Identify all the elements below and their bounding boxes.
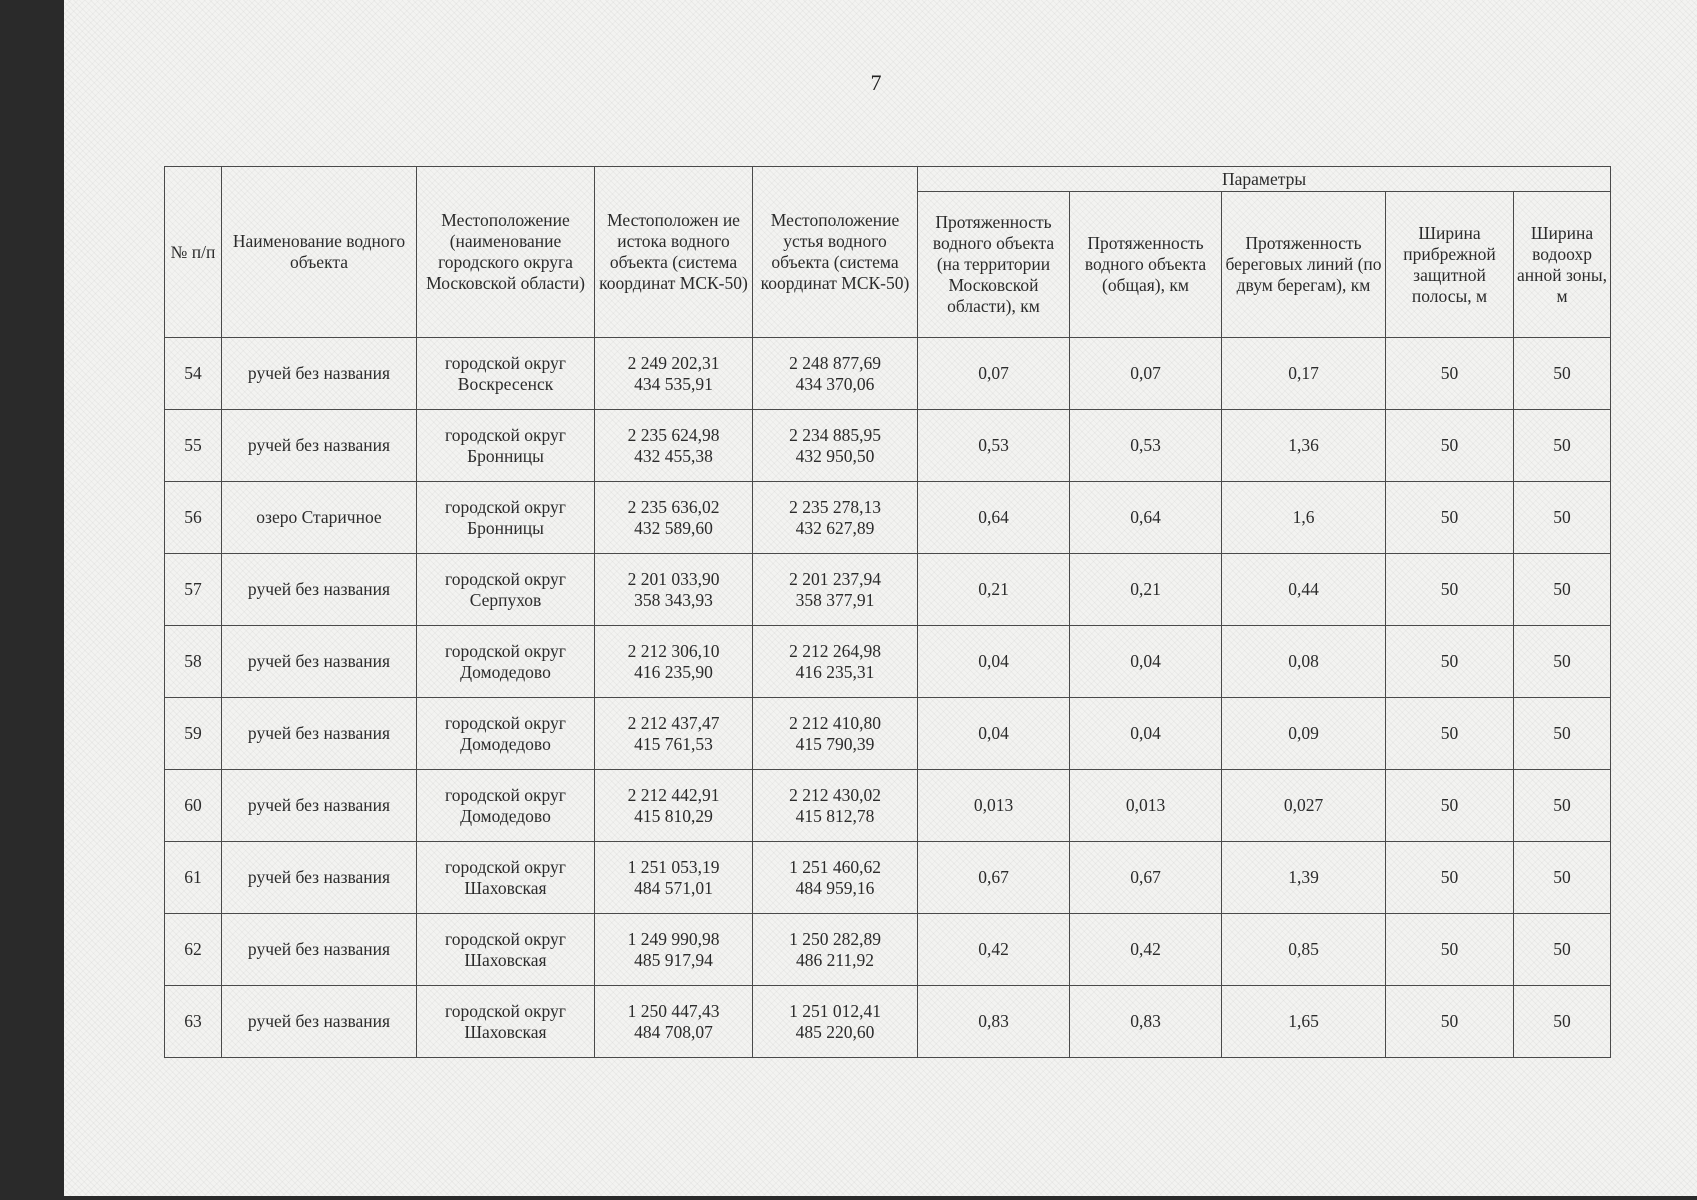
header-len-region: Протяженность водного объекта (на территории Московской области), км xyxy=(918,192,1070,338)
row-shore: 1,65 xyxy=(1222,986,1386,1058)
document-page xyxy=(64,0,1697,1196)
row-name: ручей без названия xyxy=(222,698,417,770)
row-mouth: 1 250 282,89 486 211,92 xyxy=(753,914,918,986)
row-source: 2 235 624,98 432 455,38 xyxy=(595,410,753,482)
row-len-total: 0,04 xyxy=(1070,626,1222,698)
row-len-total: 0,42 xyxy=(1070,914,1222,986)
header-shore: Протяженность береговых линий (по двум берегам), км xyxy=(1222,192,1386,338)
row-location: городской округ Бронницы xyxy=(417,482,595,554)
row-shore: 1,6 xyxy=(1222,482,1386,554)
row-len-region: 0,42 xyxy=(918,914,1070,986)
row-num: 54 xyxy=(165,338,222,410)
row-name: ручей без названия xyxy=(222,986,417,1058)
row-len-region: 0,21 xyxy=(918,554,1070,626)
row-protect: 50 xyxy=(1514,914,1611,986)
row-coastal: 50 xyxy=(1386,410,1514,482)
table-row xyxy=(165,626,1611,698)
row-mouth: 2 212 430,02 415 812,78 xyxy=(753,770,918,842)
row-coastal: 50 xyxy=(1386,338,1514,410)
table-row xyxy=(165,698,1611,770)
row-protect: 50 xyxy=(1514,986,1611,1058)
row-protect: 50 xyxy=(1514,842,1611,914)
row-len-region: 0,64 xyxy=(918,482,1070,554)
row-source: 2 235 636,02 432 589,60 xyxy=(595,482,753,554)
row-name: ручей без названия xyxy=(222,626,417,698)
row-len-region: 0,53 xyxy=(918,410,1070,482)
water-objects-table xyxy=(164,166,1611,1058)
row-location: городской округ Домодедово xyxy=(417,770,595,842)
row-mouth: 2 248 877,69 434 370,06 xyxy=(753,338,918,410)
row-source: 2 212 442,91 415 810,29 xyxy=(595,770,753,842)
header-source: Местоположен ие истока водного объекта (система координат МСК-50) xyxy=(595,167,753,338)
row-shore: 0,44 xyxy=(1222,554,1386,626)
row-num: 58 xyxy=(165,626,222,698)
header-len-total: Протяженность водного объекта (общая), км xyxy=(1070,192,1222,338)
row-num: 55 xyxy=(165,410,222,482)
row-protect: 50 xyxy=(1514,626,1611,698)
row-name: озеро Старичное xyxy=(222,482,417,554)
row-coastal: 50 xyxy=(1386,986,1514,1058)
row-num: 62 xyxy=(165,914,222,986)
row-shore: 0,17 xyxy=(1222,338,1386,410)
header-params: Параметры xyxy=(918,167,1611,192)
header-location: Местоположение (наименование городского округа Московской области) xyxy=(417,167,595,338)
row-coastal: 50 xyxy=(1386,698,1514,770)
row-location: городской округ Домодедово xyxy=(417,698,595,770)
row-len-total: 0,013 xyxy=(1070,770,1222,842)
row-name: ручей без названия xyxy=(222,410,417,482)
row-coastal: 50 xyxy=(1386,626,1514,698)
header-coastal: Ширина прибрежной защитной полосы, м xyxy=(1386,192,1514,338)
row-mouth: 2 201 237,94 358 377,91 xyxy=(753,554,918,626)
header-name: Наименование водного объекта xyxy=(222,167,417,338)
row-len-region: 0,04 xyxy=(918,626,1070,698)
row-num: 57 xyxy=(165,554,222,626)
row-source: 1 249 990,98 485 917,94 xyxy=(595,914,753,986)
row-mouth: 1 251 460,62 484 959,16 xyxy=(753,842,918,914)
table-row xyxy=(165,770,1611,842)
row-len-region: 0,07 xyxy=(918,338,1070,410)
row-mouth: 1 251 012,41 485 220,60 xyxy=(753,986,918,1058)
header-protect: Ширина водоохр анной зоны, м xyxy=(1514,192,1611,338)
row-source: 2 249 202,31 434 535,91 xyxy=(595,338,753,410)
table-row xyxy=(165,410,1611,482)
row-location: городской округ Серпухов xyxy=(417,554,595,626)
row-mouth: 2 234 885,95 432 950,50 xyxy=(753,410,918,482)
row-len-region: 0,83 xyxy=(918,986,1070,1058)
row-mouth: 2 212 410,80 415 790,39 xyxy=(753,698,918,770)
row-num: 63 xyxy=(165,986,222,1058)
row-coastal: 50 xyxy=(1386,554,1514,626)
row-shore: 1,36 xyxy=(1222,410,1386,482)
row-len-total: 0,83 xyxy=(1070,986,1222,1058)
header-num: № п/п xyxy=(165,167,222,338)
row-source: 2 212 437,47 415 761,53 xyxy=(595,698,753,770)
row-len-total: 0,21 xyxy=(1070,554,1222,626)
row-coastal: 50 xyxy=(1386,914,1514,986)
row-coastal: 50 xyxy=(1386,842,1514,914)
row-location: городской округ Шаховская xyxy=(417,842,595,914)
row-shore: 0,08 xyxy=(1222,626,1386,698)
row-shore: 0,027 xyxy=(1222,770,1386,842)
row-location: городской округ Шаховская xyxy=(417,914,595,986)
table-row xyxy=(165,482,1611,554)
row-num: 60 xyxy=(165,770,222,842)
row-protect: 50 xyxy=(1514,482,1611,554)
row-mouth: 2 212 264,98 416 235,31 xyxy=(753,626,918,698)
row-source: 2 212 306,10 416 235,90 xyxy=(595,626,753,698)
row-name: ручей без названия xyxy=(222,554,417,626)
row-protect: 50 xyxy=(1514,338,1611,410)
row-num: 61 xyxy=(165,842,222,914)
table-row xyxy=(165,338,1611,410)
row-name: ручей без названия xyxy=(222,770,417,842)
row-len-total: 0,04 xyxy=(1070,698,1222,770)
row-name: ручей без названия xyxy=(222,842,417,914)
row-len-region: 0,67 xyxy=(918,842,1070,914)
row-protect: 50 xyxy=(1514,698,1611,770)
row-coastal: 50 xyxy=(1386,770,1514,842)
row-len-total: 0,64 xyxy=(1070,482,1222,554)
row-num: 59 xyxy=(165,698,222,770)
page-number: 7 xyxy=(870,70,882,95)
header-mouth: Местоположение устья водного объекта (система координат МСК-50) xyxy=(753,167,918,338)
row-shore: 0,09 xyxy=(1222,698,1386,770)
row-coastal: 50 xyxy=(1386,482,1514,554)
row-location: городской округ Шаховская xyxy=(417,986,595,1058)
row-len-region: 0,013 xyxy=(918,770,1070,842)
row-name: ручей без названия xyxy=(222,914,417,986)
row-len-total: 0,53 xyxy=(1070,410,1222,482)
row-len-total: 0,67 xyxy=(1070,842,1222,914)
row-protect: 50 xyxy=(1514,410,1611,482)
table-row xyxy=(165,554,1611,626)
row-source: 2 201 033,90 358 343,93 xyxy=(595,554,753,626)
row-source: 1 251 053,19 484 571,01 xyxy=(595,842,753,914)
row-shore: 1,39 xyxy=(1222,842,1386,914)
row-name: ручей без названия xyxy=(222,338,417,410)
row-source: 1 250 447,43 484 708,07 xyxy=(595,986,753,1058)
row-len-total: 0,07 xyxy=(1070,338,1222,410)
row-location: городской округ Домодедово xyxy=(417,626,595,698)
row-num: 56 xyxy=(165,482,222,554)
table-row xyxy=(165,842,1611,914)
row-mouth: 2 235 278,13 432 627,89 xyxy=(753,482,918,554)
row-protect: 50 xyxy=(1514,554,1611,626)
table-row xyxy=(165,914,1611,986)
row-location: городской округ Воскресенск xyxy=(417,338,595,410)
row-location: городской округ Бронницы xyxy=(417,410,595,482)
row-len-region: 0,04 xyxy=(918,698,1070,770)
row-protect: 50 xyxy=(1514,770,1611,842)
table-row xyxy=(165,986,1611,1058)
row-shore: 0,85 xyxy=(1222,914,1386,986)
